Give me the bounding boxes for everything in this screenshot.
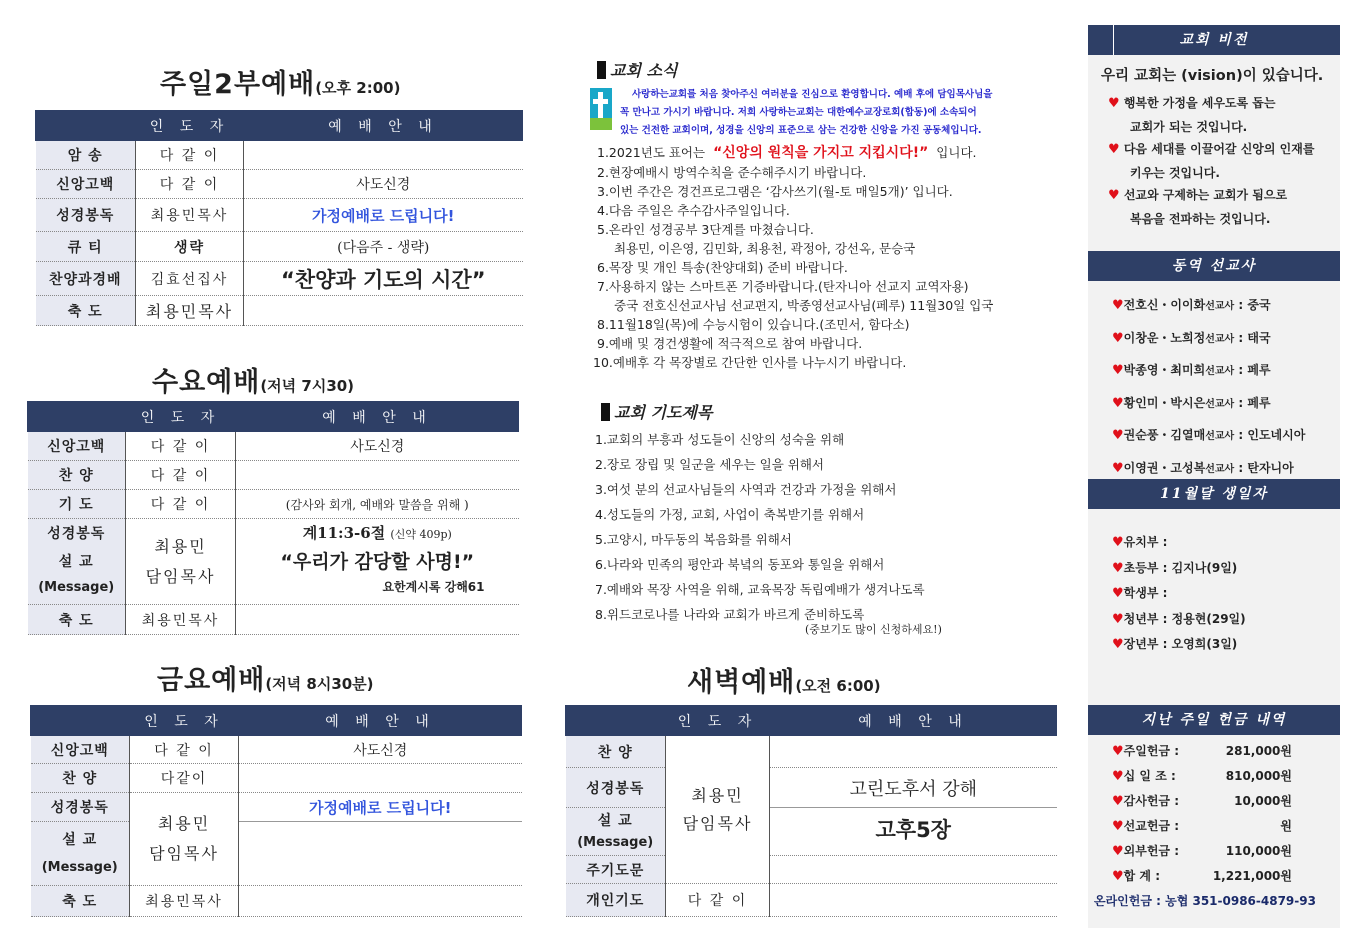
list-item: ♥유치부 : — [1112, 535, 1168, 550]
friday-title: 금요예배(저녁 8시30분) — [157, 665, 374, 696]
prayer-list — [595, 427, 1065, 627]
table-row: 찬 양 다 같 이 — [28, 461, 519, 490]
table-row: 주기도문 — [566, 856, 1057, 884]
list-item: ♥이창운・노희정선교사 : 태국 — [1112, 330, 1271, 346]
list-item: 4.다음 주일은 추수감사주일입니다. — [597, 203, 790, 218]
table-row: 설 교 (Message) — [31, 822, 522, 886]
vision-lead: 우리 교회는 (vision)이 있습니다. — [1101, 68, 1324, 84]
list-item: 최용민, 이은영, 김민화, 최용천, 곽정아, 강선옥, 문승국 — [614, 241, 916, 256]
table-row: 축 도 최용민목사 — [28, 605, 519, 635]
wednesday-title: 수요예배(저녁 7시30) — [152, 367, 355, 398]
table-row: 성경봉독 최용민 담임목사 계11:3-6절 (신약 409p) — [28, 519, 519, 547]
table-row: 찬양과경배 김효선집사 “찬양과 기도의 시간” — [36, 262, 523, 296]
list-item: 6.나라와 민족의 평안과 북녘의 동포와 통일을 위해서 — [595, 557, 885, 572]
heart-icon: ♥ — [1108, 188, 1120, 203]
list-item: ♥이영권・고성복선교사 : 탄자니아 — [1112, 460, 1294, 476]
missionaries-header: 동역 선교사 — [1088, 251, 1340, 281]
friday-table: 인 도 자 예 배 안 내 신앙고백 다 같 이 사도신경 찬 양 다같이 성경봉독 최용민 담임목사 가정예배로 드립니다! 설 교 (Message) 축 도 최용민목사 — [30, 705, 522, 917]
list-item: ♥선교헌금 : 원 — [1112, 819, 1292, 834]
news-header: 교회 소식 — [597, 58, 677, 81]
vision-header: 교회 비전 — [1088, 25, 1340, 55]
online-offering: 온라인헌금 : 농협 351-0986-4879-93 — [1094, 894, 1316, 908]
list-item: ♥감사헌금 : 10,000원 — [1112, 794, 1292, 809]
list-item: ♥초등부 : 김지나(9일) — [1112, 560, 1238, 576]
prayer-header: 교회 기도제목 — [601, 400, 712, 423]
table-row: 신앙고백 다 같 이 사도신경 — [28, 432, 519, 461]
list-item: ♥전호신・이이화선교사 : 중국 — [1112, 298, 1271, 313]
table-row: 성경봉독 최용민목사 가정예배로 드립니다! — [36, 199, 523, 232]
list-item: ♥십 일 조 : 810,000원 — [1112, 769, 1292, 784]
list-item: 1.교회의 부흥과 성도들이 신앙의 성숙을 위해 — [595, 432, 845, 447]
list-item: ♥외부헌금 : 110,000원 — [1112, 844, 1292, 859]
list-item: ♥박종영・최미희선교사 : 페루 — [1112, 363, 1271, 378]
vision-list: ♥ 행복한 가정을 세우도록 돕는 교회가 되는 것입니다. ♥ 다음 세대를 이끌어갈 신앙의 인재를 키우는 것입니다. ♥ 선교와 구제하는 교회가 됨으로 복음을 전파하는 것입니다. — [1108, 92, 1314, 230]
list-item: 7.예배와 목장 사역을 위해, 교육목장 독립예배가 생겨나도록 — [595, 582, 925, 597]
heart-icon: ♥ — [1108, 96, 1120, 111]
list-item: ♥ 행복한 가정을 세우도록 돕는 — [1108, 96, 1276, 111]
table-row: 설 교 (Message) 고후5장 — [566, 808, 1057, 856]
list-item: ♥ 다음 세대를 이끌어갈 신앙의 인재를 — [1108, 142, 1315, 157]
table-row: 신앙고백 다 같 이 사도신경 — [36, 170, 523, 199]
list-item: 2.장로 장립 및 일군을 세우는 일을 위해서 — [595, 457, 824, 472]
birthday-header: 11월달 생일자 — [1088, 479, 1340, 509]
list-item: ♥권순풍・김열매선교사 : 인도네시아 — [1112, 428, 1306, 443]
table-row: 성경봉독 고린도후서 강해 — [566, 768, 1057, 808]
list-item: ♥청년부 : 정용현(29일) — [1112, 611, 1246, 627]
list-item: 5.고양시, 마두동의 복음화를 위해서 — [595, 532, 792, 547]
list-item: 중국 전호신선교사님 선교편지, 박종영선교사님(페루) 11월30일 입국 — [614, 298, 994, 313]
list-item: 5.온라인 성경공부 3단계를 마쳤습니다. — [597, 222, 814, 237]
table-row: 성경봉독 최용민 담임목사 가정예배로 드립니다! — [31, 793, 522, 822]
list-item: 8.위드코로나를 나라와 교회가 바르게 준비하도록 — [595, 607, 865, 622]
table-row: 기 도 다 같 이 (감사와 회개, 예배와 말씀을 위해 ) — [28, 490, 519, 519]
table-row: 큐 티 생략 (다음주 - 생략) — [36, 232, 523, 262]
table-row: 찬 양 최용민 담임목사 — [566, 736, 1057, 768]
list-item: 1.2021년도 표어는 “신앙의 원칙을 가지고 지킵시다!” 입니다. — [597, 145, 977, 161]
table-row: 찬 양 다같이 — [31, 764, 522, 793]
list-item: 6.목장 및 개인 특송(찬양대회) 준비 바랍니다. — [597, 260, 848, 275]
list-item: 3.여섯 분의 선교사님들의 사역과 건강과 가정을 위해서 — [595, 482, 897, 497]
news-list — [593, 143, 1067, 372]
list-item: ♥장년부 : 오영희(3일) — [1112, 637, 1238, 652]
birthday-list — [1112, 530, 1246, 658]
sunday-title: 주일2부예배(오후 2:00) — [160, 69, 401, 100]
table-row: 설 교 (Message) “우리가 감당할 사명!” 요한계시록 강해61 — [28, 547, 519, 605]
missionary-list — [1112, 290, 1305, 485]
offering-list — [1112, 739, 1292, 889]
sunday-table: 인 도 자 예 배 안 내 암 송 다 같 이 신앙고백 다 같 이 사도신경 성경봉독 최용민목사 가정예배로 드립니다! 큐 티 생략 (다음주 - 생략) 찬양과경배 김효선집사 “찬양과 기도의 시간” 축 도 최용민목사 — [35, 110, 523, 326]
list-item: 7.사용하지 않는 스마트폰 기증바랍니다.(탄자니아 선교지 교역자용) — [597, 279, 969, 294]
offering-header: 지난 주일 헌금 내역 — [1088, 705, 1340, 735]
cross-icon — [590, 88, 612, 130]
list-item: 8.11월18일(목)에 수능시험이 있습니다.(조민서, 함다소) — [597, 317, 910, 332]
dawn-title: 새벽예배(오전 6:00) — [687, 667, 881, 698]
list-item: 9.예배 및 경건생활에 적극적으로 참여 바랍니다. — [597, 336, 863, 351]
prayer-note: (중보기도 많이 신청하세요!) — [805, 623, 942, 636]
list-item: 10.예배후 각 목장별로 간단한 인사를 나누시기 바랍니다. — [593, 355, 907, 370]
list-item: ♥주일헌금 : 281,000원 — [1112, 744, 1292, 759]
list-item: ♥황인미・박시은선교사 : 페루 — [1112, 395, 1271, 411]
list-item: ♥학생부 : — [1112, 586, 1168, 601]
table-row: 축 도 최용민목사 — [31, 886, 522, 917]
table-row: 신앙고백 다 같 이 사도신경 — [31, 736, 522, 764]
list-item: 3.이번 주간은 경건프로그램은 ‘감사쓰기(월-토 매일5개)’ 입니다. — [597, 184, 953, 199]
list-item: 4.성도들의 가정, 교회, 사업이 축복받기를 위해서 — [595, 507, 865, 522]
list-item: ♥합 계 : 1,221,000원 — [1112, 869, 1292, 884]
list-item: 2.현장예배시 방역수칙을 준수해주시기 바랍니다. — [597, 165, 867, 180]
dawn-table: 인 도 자 예 배 안 내 찬 양 최용민 담임목사 성경봉독 고린도후서 강해 설 교 (Message) 고후5장 주기도문 개인기도 다 같 이 — [565, 705, 1057, 917]
news-intro: 사랑하는교회를 처음 찾아주신 여러분을 진심으로 환영합니다. 예배 후에 담임목사님을 꼭 만나고 가시기 바랍니다. 저희 사랑하는교회는 대한예수교장로회(합동)에 소속되어 있는 건전한 교회이며, 성경을 신앙의 표준으로 삼는 건강한 신앙을 가진 공동체입니다. — [620, 89, 993, 136]
table-row: 축 도 최용민목사 — [36, 296, 523, 326]
heart-icon: ♥ — [1108, 142, 1120, 157]
table-row: 암 송 다 같 이 — [36, 141, 523, 170]
table-row: 개인기도 다 같 이 — [566, 884, 1057, 917]
wednesday-table: 인 도 자 예 배 안 내 신앙고백 다 같 이 사도신경 찬 양 다 같 이 기 도 다 같 이 (감사와 회개, 예배와 말씀을 위해 ) 성경봉독 최용민 담임목사 계11:3-6절 (신약 409p) 설 교 (Message) “우리가 감당할 사명!” 요한계시록 강해61 축 도 최용민목사 — [27, 401, 519, 635]
list-item: ♥ 선교와 구제하는 교회가 됨으로 — [1108, 188, 1288, 203]
